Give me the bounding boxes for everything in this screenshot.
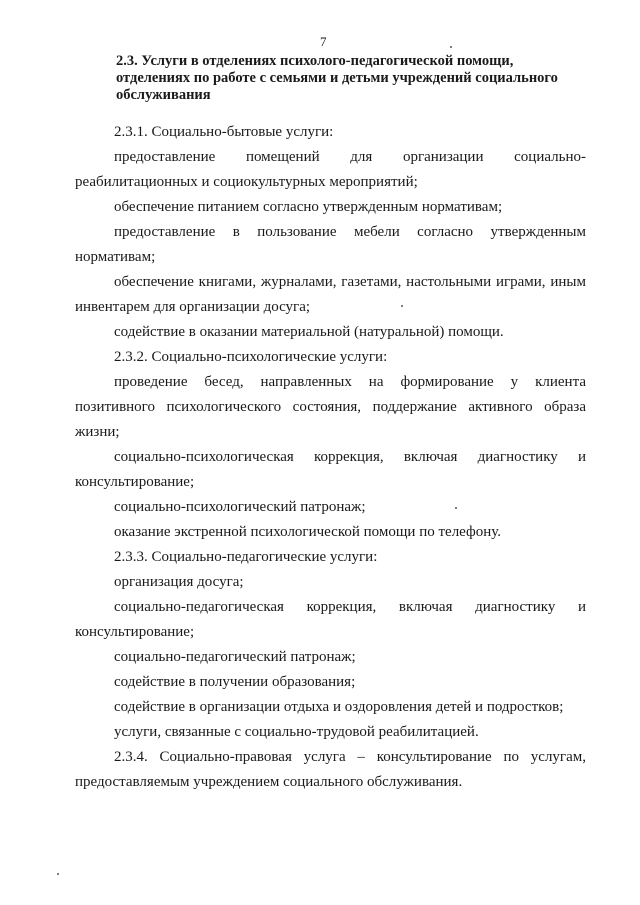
page-number: 7 [320,34,327,49]
paragraph-line: предоставление в пользование мебели согласно утвержденным [114,224,586,240]
paragraph-line: реабилитационных и социокультурных мероприятий; [75,174,418,190]
section-heading: 2.3. Услуги в отделениях психолого-педагогической помощи, отделениях по работе с семьями и детьми учреждений социального обслуживания [116,53,558,103]
paragraph-line: предоставляемым учреждением социального обслуживания. [75,774,463,790]
paragraph-line: социально-педагогический патронаж; [114,649,356,665]
paragraph-line: жизни; [75,424,120,440]
paragraph-line: обеспечение питанием согласно утвержденным нормативам; [114,199,503,215]
subsection-title: 2.3.1. Социально-бытовые услуги: [114,124,334,140]
paragraph-line: консультирование; [75,624,195,640]
paragraph-line: предоставление помещений для организации социально- [114,149,586,165]
subsection-title: 2.3.3. Социально-педагогические услуги: [114,549,378,565]
paragraph-line: содействие в организации отдыха и оздоровления детей и подростков; [114,699,564,715]
paragraph-line: содействие в получении образования; [114,674,356,690]
paragraph-line: содействие в оказании материальной (натуральной) помощи. [114,324,504,340]
paragraph-line: обеспечение книгами, журналами, газетами, настольными играми, иным [114,274,586,290]
paragraph-line: позитивного психологического состояния, поддержание активного образа [75,399,586,415]
paragraph-line: нормативам; [75,249,156,265]
subsection-title: 2.3.2. Социально-психологические услуги: [114,349,388,365]
scan-speck [450,46,452,48]
scan-speck [57,873,59,875]
paragraph-line: инвентарем для организации досуга; [75,299,311,315]
scan-speck [401,305,403,307]
paragraph-line: организация досуга; [114,574,244,590]
subsection-title: 2.3.4. Социально-правовая услуга – консультирование по услугам, [114,749,586,765]
paragraph-line: проведение бесед, направленных на формирование у клиента [114,374,586,390]
paragraph-line: консультирование; [75,474,195,490]
paragraph-line: услуги, связанные с социально-трудовой реабилитацией. [114,724,479,740]
paragraph-line: социально-педагогическая коррекция, включая диагностику и [114,599,586,615]
paragraph-line: социально-психологическая коррекция, включая диагностику и [114,449,586,465]
paragraph-line: оказание экстренной психологической помощи по телефону. [114,524,502,540]
paragraph-line: социально-психологический патронаж; [114,499,366,515]
scan-speck [455,507,457,509]
